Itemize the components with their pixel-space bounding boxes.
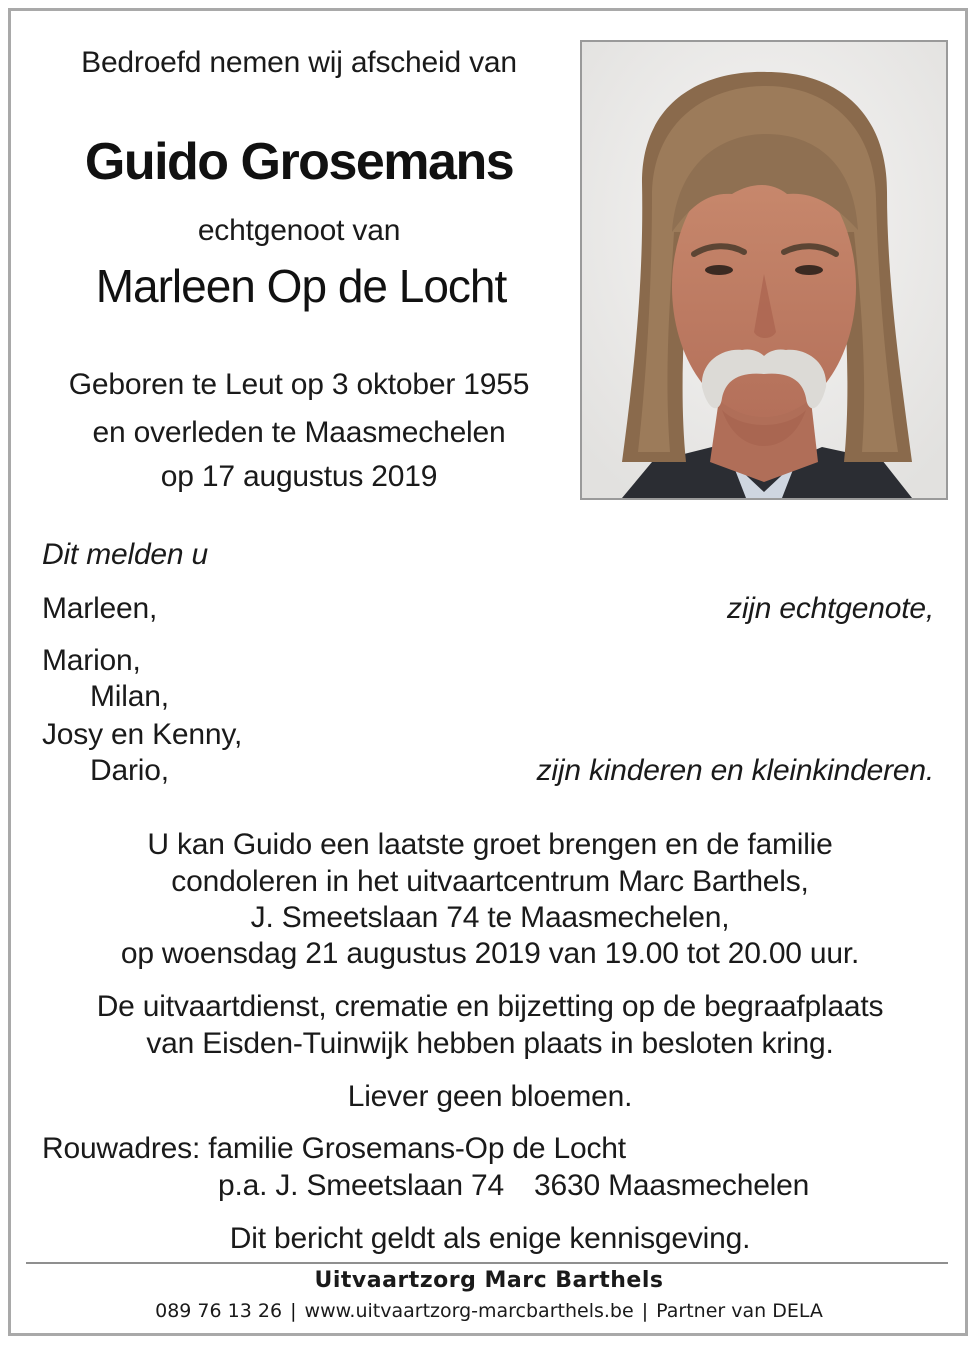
birth-line: Geboren te Leut op 3 oktober 1955 — [68, 368, 530, 401]
family-grandchild-1: Milan, — [90, 680, 169, 713]
mourning-address-city: 3630 Maasmechelen — [534, 1169, 810, 1202]
family-child-2: Josy en Kenny, — [42, 718, 243, 751]
footer-divider — [26, 1262, 948, 1264]
death-place-line: en overleden te Maasmechelen — [92, 416, 506, 449]
funeral-home-name: Uitvaartzorg Marc Barthels — [314, 1268, 664, 1293]
visitation-line-3: J. Smeetslaan 74 te Maasmechelen, — [250, 901, 730, 934]
footer-contact-line — [155, 1302, 823, 1321]
intro-text: Bedroefd nemen wij afscheid van — [81, 46, 517, 79]
spouse-name: Marleen Op de Locht — [95, 260, 507, 312]
service-line-1: De uitvaartdienst, crematie en bijzetting op de begraafplaats — [96, 990, 884, 1023]
announce-text: Dit melden u — [42, 538, 209, 571]
footer-phone: 089 76 13 26 — [155, 1300, 283, 1322]
footer-separator: | — [641, 1300, 649, 1322]
death-date-line: op 17 augustus 2019 — [160, 460, 438, 493]
deceased-name: Guido Grosemans — [84, 133, 514, 191]
footer-website-link[interactable]: www.uitvaartzorg-marcbarthels.be — [304, 1300, 634, 1322]
visitation-line-1: U kan Guido een laatste groet brengen en de familie — [147, 828, 833, 861]
family-spouse-name: Marleen, — [42, 592, 158, 625]
footer-partner: Partner van DELA — [656, 1300, 823, 1322]
no-flowers-text: Liever geen bloemen. — [347, 1080, 633, 1113]
portrait-photo — [580, 40, 948, 500]
service-line-2: van Eisden-Tuinwijk hebben plaats in besloten kring. — [146, 1027, 834, 1060]
relation-text: echtgenoot van — [197, 214, 401, 247]
footer-separator: | — [290, 1300, 297, 1322]
family-grandchild-2: Dario, — [90, 754, 169, 787]
portrait-icon — [582, 42, 946, 498]
mourning-address-street: p.a. J. Smeetslaan 74 — [218, 1169, 504, 1202]
family-children-role: zijn kinderen en kleinkinderen. — [536, 754, 934, 787]
family-child-1: Marion, — [42, 644, 141, 677]
family-spouse-role: zijn echtgenote, — [727, 592, 934, 625]
visitation-line-2: condoleren in het uitvaartcentrum Marc Barthels, — [171, 865, 809, 898]
mourning-address-line: Rouwadres: familie Grosemans-Op de Locht — [42, 1132, 626, 1165]
visitation-line-4: op woensdag 21 augustus 2019 van 19.00 tot 20.00 uur. — [120, 937, 860, 970]
notice-text: Dit bericht geldt als enige kennisgeving. — [229, 1222, 751, 1255]
